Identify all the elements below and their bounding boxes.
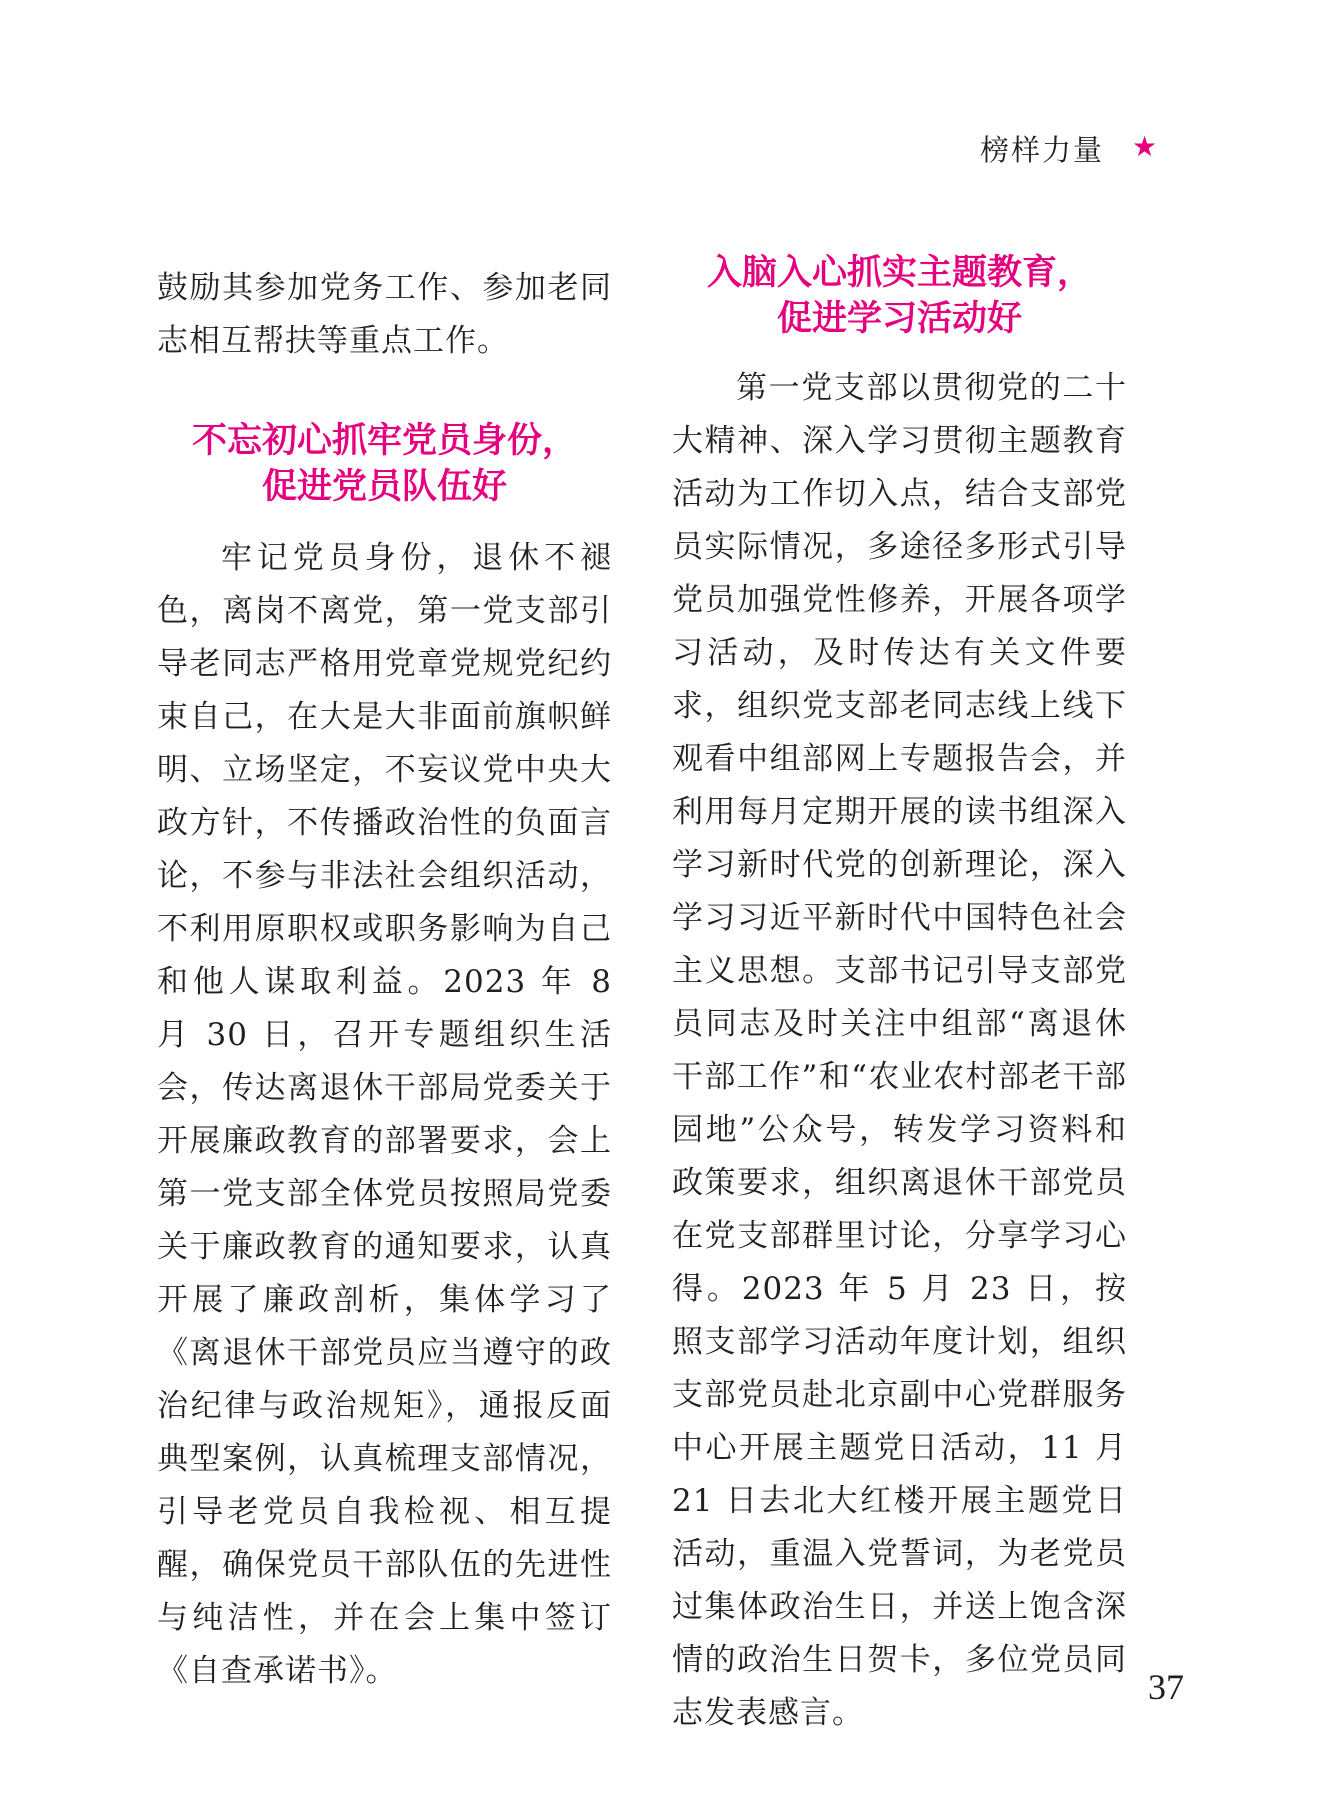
- section-heading-party-identity: [157, 418, 612, 510]
- heading-line: 促进党员队伍好: [261, 467, 507, 507]
- heading-line: 不忘初心抓牢党员身份，: [191, 421, 577, 461]
- continuation-paragraph: 鼓励其参加党务工作、参加老同志相互帮扶等重点工作。: [157, 270, 612, 359]
- body-paragraph: 牢记党员身份，退休不褪色，离岗不离党，第一党支部引导老同志严格用党章党规党纪约束自己，在大是大非面前旗帜鲜明、立场坚定，不妄议党中央大政方针，不传播政治性的负面言论，不参与非法社会组织活动，不利用原职权或职务影响为自己和他人谋取利益。2023 年 8 月 30 日，召开专题组织生活会，传达离退休干部局党委关于开展廉政教育的部署要求，会上第一党支部全体党员按照局党委关于廉政教育的通知要求，认真开展了廉政剖析，集体学习了《离退休干部党员应当遵守的政治纪律与政治规矩》，通报反面典型案例，认真梳理支部情况，引导老党员自我检视、相互提醒，确保党员干部队伍的先进性与纯洁性，并在会上集中签订《自查承诺书》。: [157, 540, 612, 1689]
- section-label: 榜样力量: [980, 133, 1105, 167]
- heading-line: 促进学习活动好: [776, 299, 1022, 339]
- heading-line: 入脑入心抓实主题教育，: [706, 253, 1092, 293]
- right-column: [672, 250, 1127, 1740]
- left-column: [157, 262, 612, 1698]
- section-heading-theme-education: [672, 250, 1127, 342]
- star-icon: ★: [1132, 130, 1158, 163]
- page-number: 37: [1148, 1667, 1184, 1707]
- body-paragraph: 第一党支部以贯彻党的二十大精神、深入学习贯彻主题教育活动为工作切入点，结合支部党员实际情况，多途径多形式引导党员加强党性修养，开展各项学习活动，及时传达有关文件要求，组织党支部老同志线上线下观看中组部网上专题报告会，并利用每月定期开展的读书组深入学习新时代党的创新理论，深入学习习近平新时代中国特色社会主义思想。支部书记引导支部党员同志及时关注中组部“离退休干部工作”和“农业农村部老干部园地”公众号，转发学习资料和政策要求，组织离退休干部党员在党支部群里讨论，分享学习心得。2023 年 5 月 23 日，按照支部学习活动年度计划，组织支部党员赴北京副中心党群服务中心开展主题党日活动，11 月 21 日去北大红楼开展主题党日活动，重温入党誓词，为老党员过集体政治生日，并送上饱含深情的政治生日贺卡，多位党员同志发表感言。: [672, 370, 1127, 1731]
